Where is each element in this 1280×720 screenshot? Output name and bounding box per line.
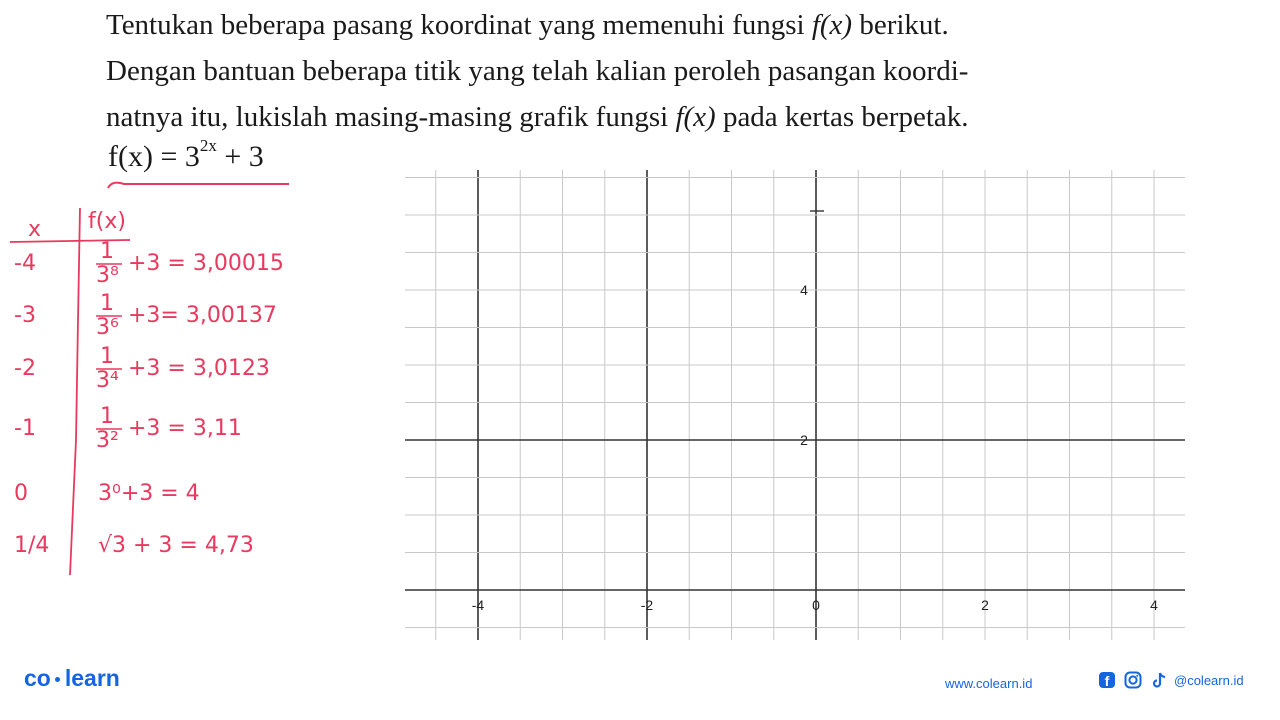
formula-rhs: + 3 bbox=[216, 140, 264, 173]
hw-divider bbox=[70, 208, 80, 575]
hw-frac-den: 3⁸ bbox=[96, 263, 119, 288]
y-tick-label: 4 bbox=[800, 282, 808, 298]
hw-row-value: 3⁰+3 = 4 bbox=[98, 481, 200, 506]
hw-row-x: 1/4 bbox=[14, 533, 50, 558]
problem-line-3-pre: natnya itu, lukislah masing-masing grafik fungsi bbox=[106, 101, 676, 133]
formula-exponent: 2x bbox=[199, 136, 217, 155]
formula-underline bbox=[104, 178, 304, 192]
facebook-icon[interactable] bbox=[1098, 671, 1116, 689]
hw-row-x: -3 bbox=[14, 303, 36, 328]
handwritten-table bbox=[0, 200, 300, 590]
handwritten-table-content bbox=[10, 208, 284, 575]
hw-row-x: -1 bbox=[14, 416, 36, 441]
hw-frac-num: 1 bbox=[100, 404, 114, 429]
problem-line-3-post: pada kertas berpetak. bbox=[715, 101, 969, 133]
brand-left: co bbox=[24, 665, 51, 691]
problem-line-3 bbox=[106, 94, 1178, 140]
brand-dot bbox=[55, 677, 60, 682]
grid-lines bbox=[405, 170, 1185, 640]
problem-text bbox=[106, 2, 1178, 140]
hw-row-value: +3 = 3,00015 bbox=[128, 251, 284, 276]
function-formula bbox=[108, 136, 264, 174]
instagram-icon[interactable] bbox=[1124, 671, 1142, 689]
hw-row-value: +3 = 3,0123 bbox=[128, 356, 270, 381]
x-tick-label: -4 bbox=[471, 597, 485, 613]
hw-frac-num: 1 bbox=[100, 239, 114, 264]
x-tick-label: -2 bbox=[640, 597, 654, 613]
hw-frac-den: 3⁶ bbox=[96, 315, 119, 340]
hw-row-value: +3= 3,00137 bbox=[128, 303, 277, 328]
svg-text:f: f bbox=[1104, 673, 1110, 689]
hw-frac-den: 3⁴ bbox=[96, 368, 119, 393]
hw-header-x: x bbox=[28, 217, 42, 242]
problem-line-1 bbox=[106, 2, 1178, 48]
fx-inline: f(x) bbox=[811, 9, 853, 41]
y-tick-label: 2 bbox=[800, 432, 808, 448]
problem-line-1-post: berikut. bbox=[852, 9, 949, 41]
hw-row-x: 0 bbox=[14, 481, 28, 506]
problem-line-2: Dengan bantuan beberapa titik yang telah kalian peroleh pasangan koordi- bbox=[106, 55, 969, 87]
formula-lhs: f(x) = 3 bbox=[108, 140, 200, 173]
hw-row-x: -2 bbox=[14, 356, 36, 381]
hw-row-value: √3 + 3 = 4,73 bbox=[98, 533, 254, 558]
x-tick-label: 2 bbox=[981, 597, 989, 613]
graph-paper bbox=[405, 170, 1185, 640]
x-tick-label: 0 bbox=[812, 597, 820, 613]
hw-row-x: -4 bbox=[14, 251, 36, 276]
hw-row-value: +3 = 3,11 bbox=[128, 416, 242, 441]
x-tick-label: 4 bbox=[1150, 597, 1158, 613]
hw-frac-num: 1 bbox=[100, 344, 114, 369]
hw-frac-num: 1 bbox=[100, 291, 114, 316]
hw-frac-den: 3² bbox=[96, 428, 119, 453]
tiktok-icon[interactable] bbox=[1150, 671, 1168, 689]
website-link[interactable]: www.colearn.id bbox=[945, 676, 1033, 691]
brand-right: learn bbox=[64, 665, 120, 691]
fx-inline-2: f(x) bbox=[675, 101, 716, 133]
tick-labels bbox=[472, 282, 1158, 613]
hw-header-fx: f(x) bbox=[88, 209, 126, 234]
social-handle[interactable]: @colearn.id bbox=[1174, 672, 1244, 688]
colearn-logo bbox=[24, 665, 120, 692]
problem-line-1-pre: Tentukan beberapa pasang koordinat yang memenuhi fungsi bbox=[106, 9, 812, 41]
social-links bbox=[1098, 671, 1244, 689]
